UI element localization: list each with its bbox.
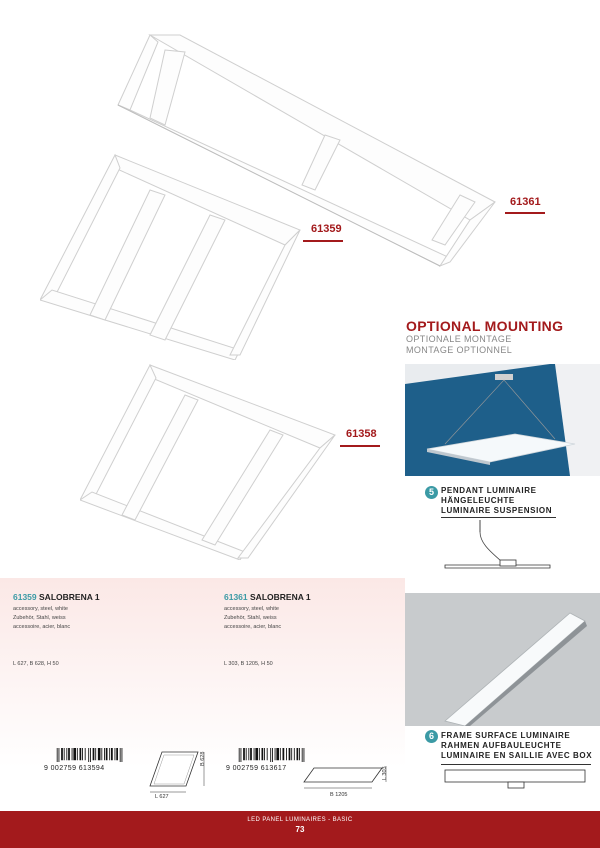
dimension-left-b: B 628	[200, 751, 206, 766]
barcode-right	[234, 748, 310, 762]
spec-left-name: SALOBRENA 1	[39, 592, 100, 602]
spec-right-desc-fr: accessoire, acier, blanc	[224, 624, 282, 630]
option-6-text	[441, 731, 592, 761]
surface-photo	[405, 593, 600, 726]
label-61358-underline	[340, 445, 380, 447]
option-5-line3: LUMINAIRE SUSPENSION	[441, 506, 553, 515]
spec-left-title	[13, 592, 100, 602]
option-5-line1: PENDANT LUMINAIRE	[441, 486, 537, 495]
label-61359: 61359	[311, 223, 342, 235]
spec-right-desc-en: accessory, steel, white	[224, 606, 279, 612]
spec-right-name: SALOBRENA 1	[250, 592, 311, 602]
spec-left-desc-fr: accessoire, acier, blanc	[13, 624, 71, 630]
spec-right-code: 61361	[224, 592, 248, 602]
spec-left-desc-de: Zubehör, Stahl, weiss	[13, 615, 66, 621]
footer-section: LED PANEL LUMINAIRES - BASIC	[247, 817, 353, 823]
barcode-left	[52, 748, 128, 762]
option-6-rule	[441, 764, 591, 765]
option-6-line3: LUMINAIRE EN SAILLIE AVEC BOX	[441, 751, 593, 760]
barcode-right-number: 9 002759 613617	[226, 765, 287, 772]
optional-mounting-subtitle-fr: MONTAGE OPTIONNEL	[406, 345, 513, 355]
option-6-line1: FRAME SURFACE LUMINAIRE	[441, 731, 571, 740]
surface-drawing	[440, 768, 590, 800]
option-5-text	[441, 486, 552, 516]
label-61361: 61361	[510, 196, 541, 208]
spec-right-desc-de: Zubehör, Stahl, weiss	[224, 615, 277, 621]
pendant-drawing	[440, 520, 555, 570]
spec-left-dimensions: L 627, B 628, H 50	[13, 661, 59, 667]
option-5-line2: HÄNGELEUCHTE	[441, 496, 515, 505]
dimension-left-l: L 627	[155, 794, 169, 800]
frame-61358-image	[80, 360, 342, 560]
spec-right-title	[224, 592, 311, 602]
spec-left-code: 61359	[13, 592, 37, 602]
option-6-badge: 6	[425, 730, 438, 743]
frame-61359-image	[40, 150, 302, 360]
label-61359-underline	[303, 240, 343, 242]
dimension-drawing-right	[300, 760, 392, 794]
optional-mounting-heading	[406, 318, 596, 356]
spec-right-description	[224, 605, 281, 632]
optional-mounting-title: OPTIONAL MOUNTING	[406, 318, 564, 334]
optional-mounting-subtitle-de: OPTIONALE MONTAGE	[406, 334, 512, 344]
option-6-line2: RAHMEN AUFBAULEUCHTE	[441, 741, 562, 750]
label-61361-underline	[505, 212, 545, 214]
barcode-left-number: 9 002759 613594	[44, 765, 105, 772]
label-61358: 61358	[346, 428, 377, 440]
dimension-right-b: B 1205	[330, 792, 348, 798]
page-footer	[0, 811, 600, 848]
option-5-rule	[441, 517, 556, 518]
pendant-photo	[405, 364, 600, 476]
page-number: 73	[295, 825, 305, 834]
spec-left-description	[13, 605, 70, 632]
dimension-right-l: L 303	[382, 766, 388, 780]
spec-left-desc-en: accessory, steel, white	[13, 606, 68, 612]
option-5-badge: 5	[425, 486, 438, 499]
spec-right-dimensions: L 303, B 1205, H 50	[224, 661, 273, 667]
